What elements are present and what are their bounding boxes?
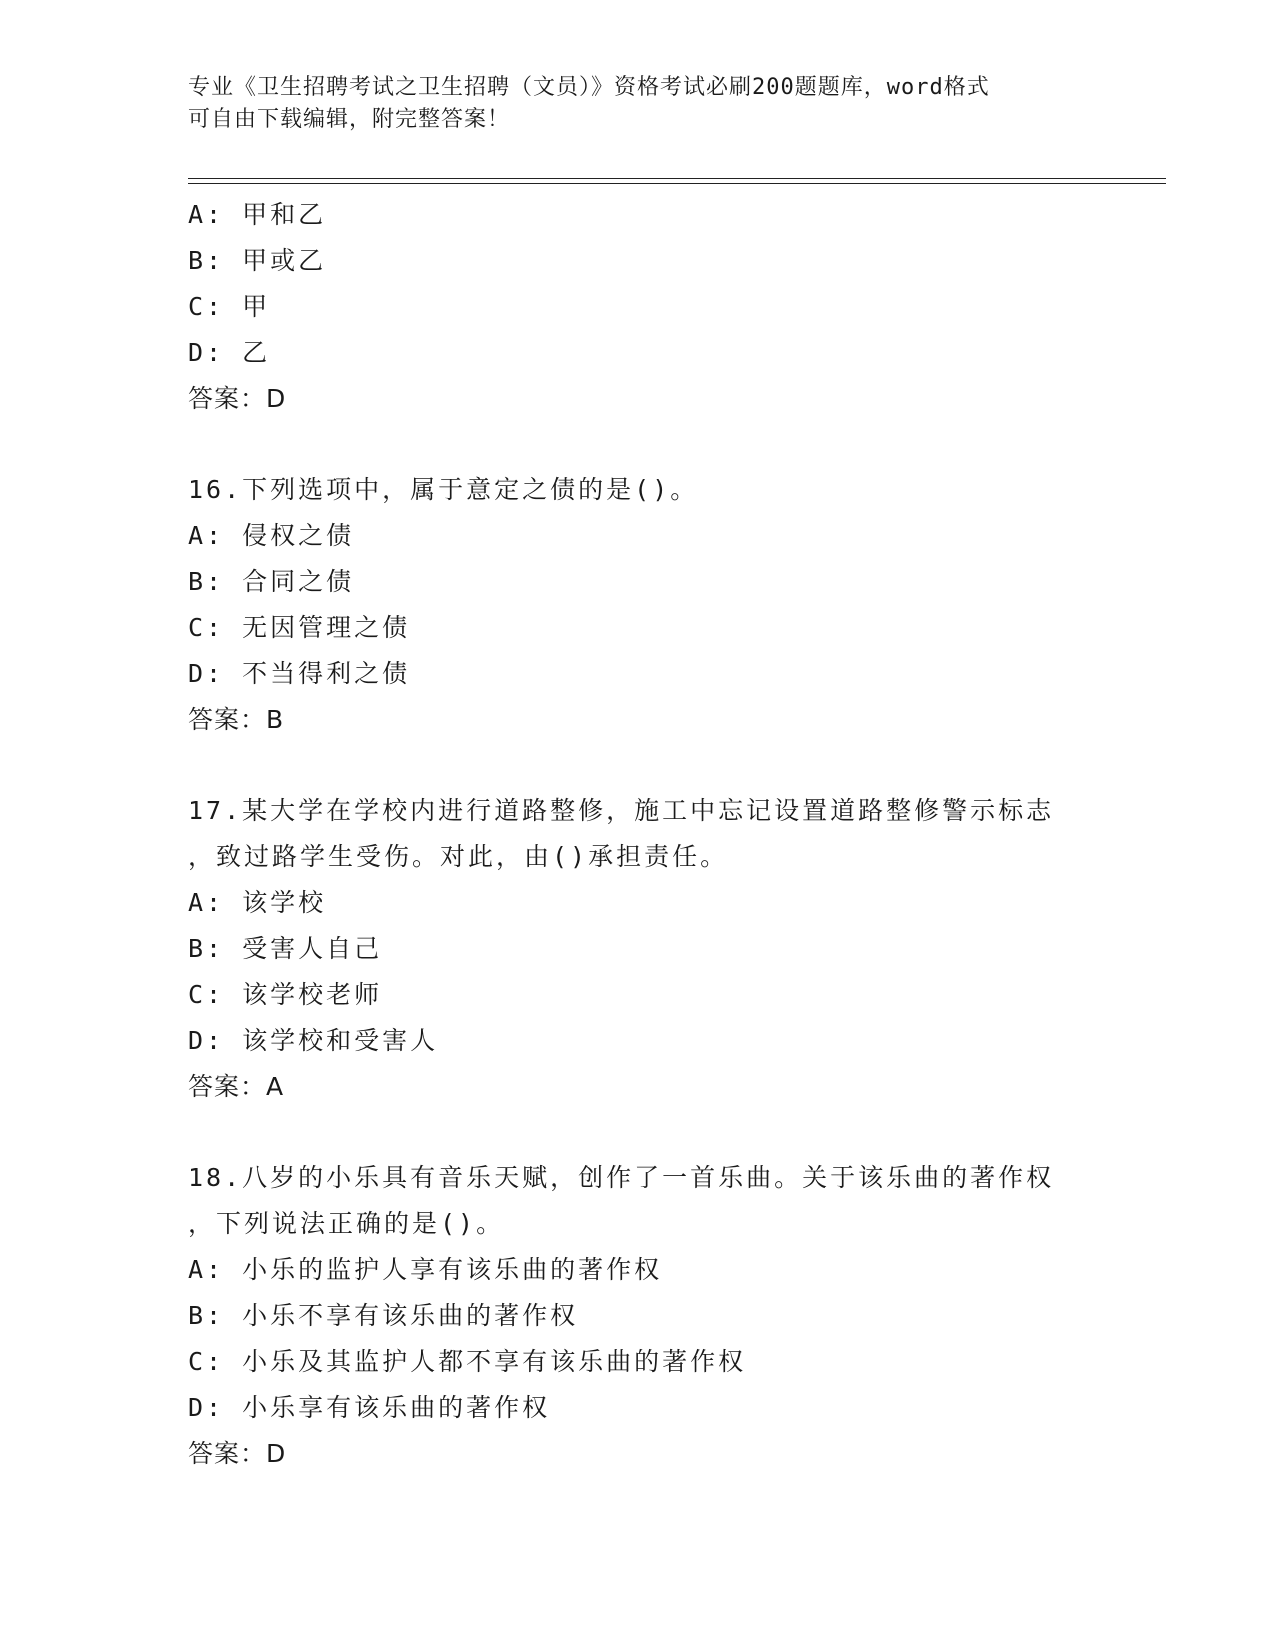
option-a: A: 小乐的监护人享有该乐曲的著作权: [188, 1255, 663, 1284]
header-line-2: 可自由下载编辑，附完整答案！: [188, 107, 511, 132]
header-line-1: 专业《卫生招聘考试之卫生招聘（文员）》资格考试必刷200题题库，word格式: [188, 75, 990, 100]
option-a: A: 甲和乙: [188, 200, 327, 229]
option-c: C: 该学校老师: [188, 980, 383, 1009]
question-list: [188, 192, 1148, 1477]
option-b: B: 小乐不享有该乐曲的著作权: [188, 1301, 579, 1330]
option-d: D: 小乐享有该乐曲的著作权: [188, 1393, 551, 1422]
question-text-line-1: 18.八岁的小乐具有音乐天赋，创作了一首乐曲。关于该乐曲的著作权: [188, 1163, 1055, 1192]
answer-line: 答案：D: [188, 1439, 287, 1468]
question-18: [188, 1155, 1148, 1477]
question-17: [188, 788, 1148, 1110]
question-16: [188, 467, 1148, 743]
answer-line: 答案：A: [188, 1072, 285, 1101]
option-a: A: 该学校: [188, 888, 327, 917]
header-divider-bottom: [188, 183, 1166, 184]
option-d: D: 乙: [188, 338, 271, 367]
option-d: D: 该学校和受害人: [188, 1026, 439, 1055]
option-d: D: 不当得利之债: [188, 659, 411, 688]
question-text-line-2: ，致过路学生受伤。对此，由()承担责任。: [188, 842, 729, 871]
question-text: 16.下列选项中，属于意定之债的是()。: [188, 475, 699, 504]
option-b: B: 合同之债: [188, 567, 355, 596]
option-c: C: 无因管理之债: [188, 613, 411, 642]
answer-line: 答案：B: [188, 705, 285, 734]
document-header: [188, 72, 1088, 136]
option-c: C: 小乐及其监护人都不享有该乐曲的著作权: [188, 1347, 747, 1376]
header-divider-top: [188, 178, 1166, 179]
option-b: B: 受害人自己: [188, 934, 383, 963]
question-15: [188, 192, 1148, 422]
option-a: A: 侵权之债: [188, 521, 355, 550]
question-text-line-2: ，下列说法正确的是()。: [188, 1209, 505, 1238]
option-b: B: 甲或乙: [188, 246, 327, 275]
answer-line: 答案：D: [188, 384, 287, 413]
option-c: C: 甲: [188, 292, 271, 321]
question-text-line-1: 17.某大学在学校内进行道路整修，施工中忘记设置道路整修警示标志: [188, 796, 1055, 825]
